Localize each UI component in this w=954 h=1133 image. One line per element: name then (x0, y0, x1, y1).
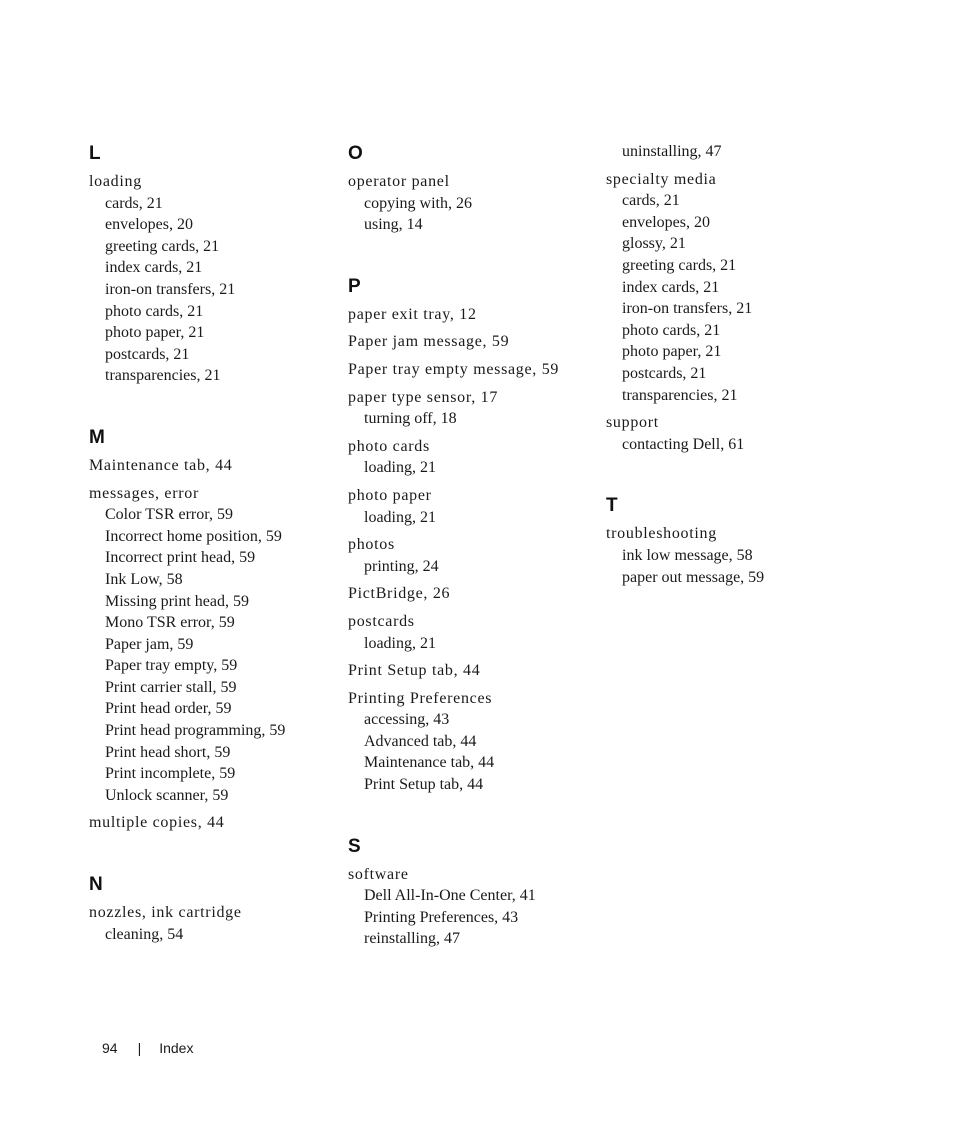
index-subentry: envelopes, 20 (622, 213, 710, 231)
index-entry (89, 902, 329, 945)
index-subentry: iron-on transfers, 21 (622, 300, 753, 318)
index-subentry: photo paper, 21 (622, 343, 722, 361)
index-subentry: using, 14 (364, 216, 423, 234)
index-term: software (348, 865, 409, 883)
index-term: paper type sensor, 17 (348, 388, 499, 406)
index-subentry: Incorrect print head, 59 (105, 549, 256, 567)
index-section (89, 141, 329, 387)
index-subentry: photo paper, 21 (105, 324, 205, 342)
index-entry (348, 304, 593, 326)
index-subentry: cleaning, 54 (105, 925, 184, 943)
index-subentry: index cards, 21 (105, 259, 203, 277)
section-letter: O (348, 143, 363, 164)
index-entry (348, 485, 593, 528)
index-section (89, 425, 329, 834)
index-subentry: Printing Preferences, 43 (364, 908, 519, 926)
index-subentry: transparencies, 21 (105, 367, 221, 385)
section-letter: S (348, 835, 361, 857)
index-entry (89, 483, 329, 807)
index-subentry: copying with, 26 (364, 194, 472, 212)
index-term: photo paper (348, 486, 432, 504)
index-term: multiple copies, 44 (89, 814, 225, 832)
index-subentry: index cards, 21 (622, 278, 720, 296)
index-subentry: Ink Low, 58 (105, 570, 183, 588)
index-entry (348, 436, 593, 479)
index-subentry: reinstalling, 47 (364, 930, 460, 948)
index-subentry: Print head order, 59 (105, 700, 232, 718)
index-subentry: envelopes, 20 (105, 216, 193, 234)
index-term: Paper tray empty message, 59 (348, 360, 560, 378)
index-subentry: Print head short, 59 (105, 743, 231, 761)
index-entry (348, 534, 593, 577)
index-subentry: Print Setup tab, 44 (364, 776, 484, 794)
index-subentry: loading, 21 (364, 508, 436, 526)
index-section (89, 872, 329, 945)
index-subentry: cards, 21 (622, 192, 680, 210)
index-subentry: greeting cards, 21 (622, 256, 737, 274)
index-subentry: Paper tray empty, 59 (105, 657, 238, 675)
index-subentry: iron-on transfers, 21 (105, 280, 236, 298)
index-entry (348, 611, 593, 654)
index-subentry: loading, 21 (364, 459, 436, 477)
index-subentry: paper out message, 59 (622, 568, 765, 586)
index-subentry: Mono TSR error, 59 (105, 614, 235, 632)
index-subentry: Maintenance tab, 44 (364, 754, 495, 772)
index-entry (606, 412, 906, 455)
index-column-2 (348, 141, 593, 988)
index-entry (348, 387, 593, 430)
index-subentry: Unlock scanner, 59 (105, 786, 229, 804)
index-entry (606, 523, 906, 588)
index-term: Printing Preferences (348, 689, 493, 707)
index-subentry: loading, 21 (364, 634, 436, 652)
index-subentry: printing, 24 (364, 557, 439, 575)
page-number: 94 (102, 1040, 118, 1056)
section-letter: N (89, 874, 103, 896)
index-subentry: accessing, 43 (364, 711, 450, 729)
index-subentry: ink low message, 58 (622, 546, 753, 564)
index-subentry: greeting cards, 21 (105, 237, 220, 255)
index-entry (348, 660, 593, 682)
index-term: Print Setup tab, 44 (348, 662, 481, 680)
index-section (348, 274, 593, 796)
index-subentry: contacting Dell, 61 (622, 435, 745, 453)
index-term: postcards (348, 612, 415, 630)
index-entry (348, 688, 593, 796)
index-entry (89, 171, 329, 387)
index-entry (89, 455, 329, 477)
index-column-3 (606, 141, 906, 626)
index-term: Maintenance tab, 44 (89, 456, 233, 474)
index-entry (89, 812, 329, 834)
index-term: messages, error (89, 484, 200, 502)
section-letter: M (89, 426, 105, 448)
index-term: operator panel (348, 173, 450, 190)
index-section (348, 834, 593, 950)
section-letter: L (89, 143, 101, 164)
index-term: troubleshooting (606, 525, 717, 543)
index-section (606, 169, 906, 456)
index-subentry: Paper jam, 59 (105, 635, 194, 653)
index-section (348, 141, 593, 236)
index-subentry: glossy, 21 (622, 235, 686, 253)
section-letter: T (606, 495, 618, 517)
index-subentry: transparencies, 21 (622, 386, 738, 404)
index-term: loading (89, 173, 142, 190)
index-subentry: Advanced tab, 44 (364, 732, 477, 750)
index-subentry: Incorrect home position, 59 (105, 527, 282, 545)
index-term: support (606, 414, 659, 432)
index-entry (348, 864, 593, 950)
index-subentry: Print incomplete, 59 (105, 765, 236, 783)
index-column-1 (89, 141, 329, 983)
footer-section-label: Index (159, 1040, 194, 1056)
index-subentry: postcards, 21 (622, 364, 707, 382)
index-subentry: photo cards, 21 (105, 302, 204, 320)
page-footer (102, 1039, 193, 1057)
index-term: paper exit tray, 12 (348, 305, 477, 323)
index-subentry: Color TSR error, 59 (105, 506, 233, 524)
index-term: photo cards (348, 437, 430, 455)
footer-separator: | (137, 1040, 142, 1056)
section-letter: P (348, 275, 361, 297)
index-subentry: Missing print head, 59 (105, 592, 249, 610)
index-subentry: photo cards, 21 (622, 321, 721, 339)
index-subentry: turning off, 18 (364, 410, 457, 428)
index-term: Paper jam message, 59 (348, 333, 510, 351)
index-entry (348, 171, 593, 236)
index-entry (348, 359, 593, 381)
index-subentry: postcards, 21 (105, 345, 190, 363)
continued-subentries (606, 141, 906, 163)
index-term: specialty media (606, 170, 717, 188)
index-term: PictBridge, 26 (348, 585, 451, 603)
index-subentry: cards, 21 (105, 194, 163, 212)
index-subentry: Print head programming, 59 (105, 722, 286, 740)
index-entry (348, 583, 593, 605)
index-term: nozzles, ink cartridge (89, 904, 242, 922)
index-entry (606, 169, 906, 407)
index-subentry: Print carrier stall, 59 (105, 678, 237, 696)
index-subentry: Dell All-In-One Center, 41 (364, 887, 536, 905)
index-entry (348, 331, 593, 353)
index-term: photos (348, 536, 395, 554)
index-subentry: uninstalling, 47 (622, 143, 722, 160)
index-section (606, 493, 906, 588)
